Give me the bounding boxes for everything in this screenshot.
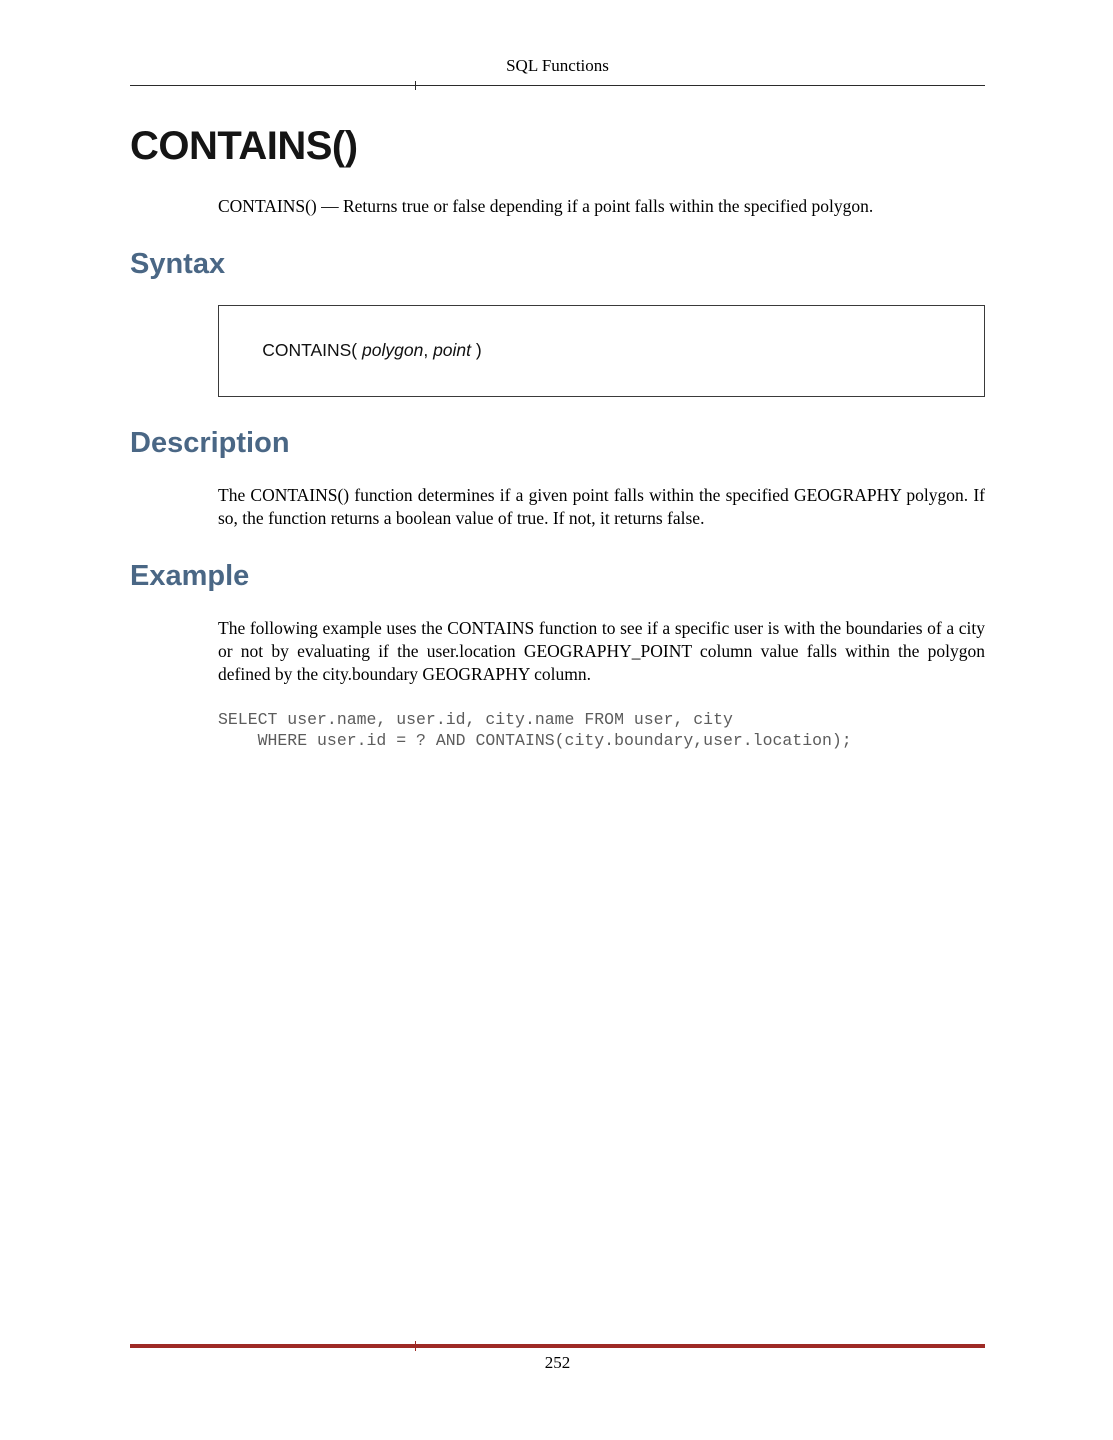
- section-heading-description: Description: [130, 427, 290, 460]
- header-rule: [130, 85, 985, 86]
- page-footer: [130, 1344, 985, 1373]
- syntax-closing-paren: ): [471, 340, 482, 361]
- example-paragraph: The following example uses the CONTAINS function to see if a specific user is with the boundaries of a city or not by evaluating if the user.location GEOGRAPHY_POINT column value falls within the polygon defined by the city.boundary GEOGRAPHY column.: [218, 618, 985, 685]
- syntax-box: [218, 305, 985, 397]
- section-heading-example: Example: [130, 560, 250, 593]
- page-number: 252: [544, 1353, 571, 1372]
- function-summary: CONTAINS() — Returns true or false depending if a point falls within the specified polygon.: [218, 196, 874, 216]
- section-heading-syntax: Syntax: [130, 248, 226, 281]
- syntax-arg-point: point: [433, 340, 472, 361]
- code-line-2: WHERE user.id = ? AND CONTAINS(city.boundary,user.location);: [218, 731, 852, 751]
- page-content: [0, 124, 1113, 752]
- footer-rule-tick: [415, 1341, 417, 1351]
- syntax-arg-polygon: polygon: [362, 340, 424, 361]
- description-paragraph: The CONTAINS() function determines if a given point falls within the specified GEOGRAPHY polygon. If so, the function returns a boolean value of true. If not, it returns false.: [218, 485, 985, 529]
- syntax-function-name: CONTAINS(: [262, 340, 363, 361]
- header-rule-tick: [415, 81, 417, 90]
- footer-rule: [130, 1344, 985, 1348]
- running-header-title: SQL Functions: [506, 56, 609, 75]
- syntax-arg-separator: ,: [423, 340, 434, 361]
- page-header: [0, 0, 1113, 86]
- example-code-block: [218, 709, 985, 753]
- page-title: CONTAINS(): [130, 124, 358, 168]
- code-line-1: SELECT user.name, user.id, city.name FROM user, city: [218, 709, 733, 729]
